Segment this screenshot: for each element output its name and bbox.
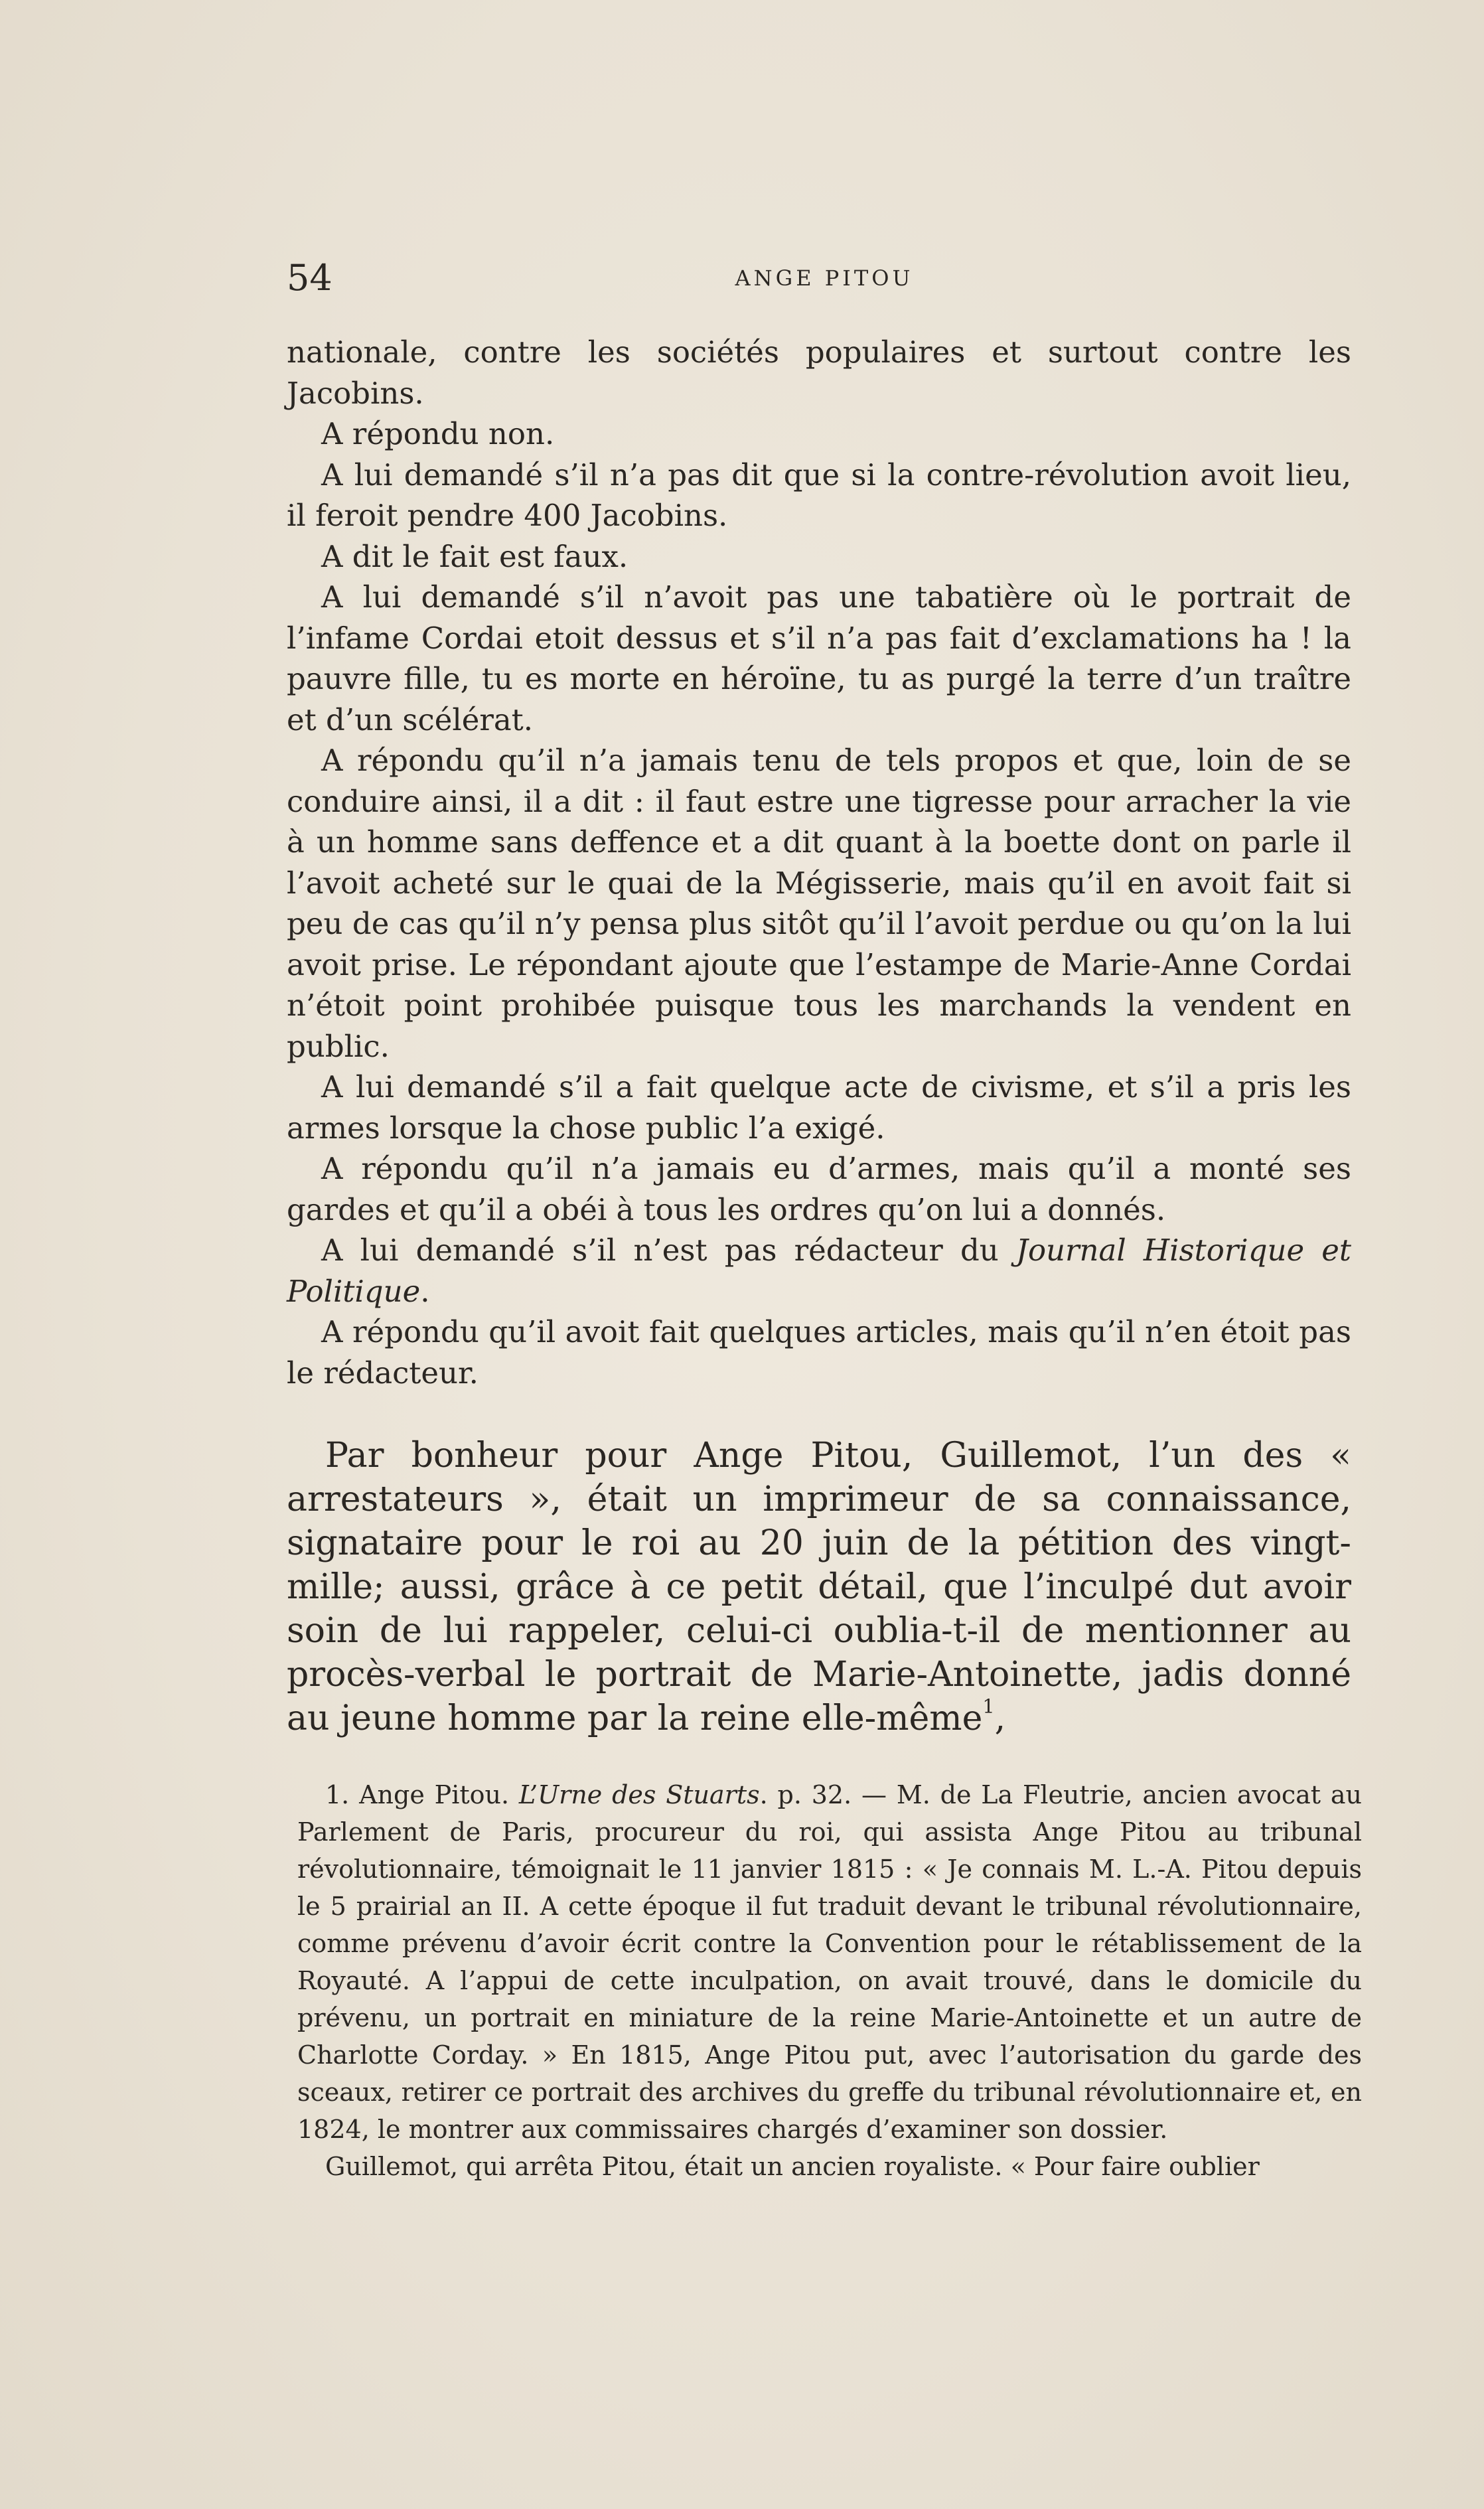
interrogation-transcript <box>287 332 1351 1393</box>
page-header <box>287 255 1365 308</box>
punctuation: , <box>994 1699 1006 1738</box>
paragraph: A dit le fait est faux. <box>321 538 629 574</box>
footnote-ref: 1 <box>982 1695 995 1718</box>
footnote-text: . p. 32. — M. de La Fleutrie, ancien avocat au Parlement de Paris, procureur du roi, qui assista Ange Pitou au tribunal révolutionnaire, témoignait le 11 janvier 1815 : « Je connais M. L.-A. Pitou depuis le 5 prairial an II. A cette époque il fut traduit devant le tribunal révolutionnaire, comme prévenu d’avoir écrit contre la Convention pour le rétablissement de la Royauté. A l’appui de cette inculpation, on avait trouvé, dans le domicile du prévenu, un portrait en miniature de la reine Marie-Antoinette et un autre de Charlotte Corday. » En 1815, Ange Pitou put, avec l’autorisation du garde des sceaux, retirer ce portrait des archives du greffe du tribunal révolutionnaire et, en 1824, le montrer aux commissaires chargés d’examiner son dossier. <box>297 1780 1362 2144</box>
punctuation: . <box>420 1273 430 1309</box>
footnote-number: 1. <box>325 1780 360 1809</box>
journal-title: Journal Historique et Politique <box>287 1233 1351 1309</box>
footnotes <box>297 1776 1362 2185</box>
paragraph: A répondu qu’il n’a jamais eu d’armes, mais qu’il a monté ses gardes et qu’il a obéi à tous les ordres qu’on lui a donnés. <box>287 1151 1351 1227</box>
paragraph: A lui demandé s’il n’avoit pas une tabatière où le portrait de l’infame Cordai etoit dessus et s’il n’a pas fait d’exclamations ha ! la pauvre fille, tu es morte en héroïne, tu as purgé la terre d’un traître et d’un scélérat. <box>287 579 1351 737</box>
paragraph: nationale, contre les sociétés populaires et surtout contre les Jacobins. <box>287 335 1351 411</box>
footnote-1 <box>297 1776 1362 2148</box>
paragraph: A répondu non. <box>321 416 555 451</box>
footnote-continuation: Guillemot, qui arrêta Pitou, était un ancien royaliste. « Pour faire oublier <box>325 2152 1260 2181</box>
narrative-paragraph <box>287 1434 1351 1740</box>
paragraph: A répondu qu’il avoit fait quelques articles, mais qu’il n’en étoit pas le rédacteur. <box>287 1314 1351 1391</box>
paragraph: A lui demandé s’il n’a pas dit que si la contre-révolution avoit lieu, il feroit pendre 400 Jacobins. <box>287 457 1351 533</box>
footnote-author: Ange Pitou. <box>359 1780 519 1809</box>
page-number: 54 <box>287 257 333 299</box>
footnote-title: L’Urne des Stuarts <box>518 1780 760 1809</box>
paragraph: A répondu qu’il n’a jamais tenu de tels propos et que, loin de se conduire ainsi, il a dit : il faut estre une tigresse pour arracher la vie à un homme sans deffence et a dit quant à la boette dont on parle il l’avoit acheté sur le quai de la Mégisserie, mais qu’il en avoit fait si peu de cas qu’il n’y pensa plus sitôt qu’il l’avoit perdue ou qu’on la lui avoit prise. Le répondant ajoute que l’estampe de Marie-Anne Cordai n’étoit point prohibée puisque tous les marchands la vendent en public. <box>287 743 1351 1064</box>
question-text: A lui demandé s’il n’est pas rédacteur du <box>321 1233 1016 1268</box>
narrative-text: Par bonheur pour Ange Pitou, Guillemot, l’un des « arrestateurs », était un imprimeur de sa connaissance, signataire pour le roi au 20 juin de la pétition des vingt-mille; aussi, grâce à ce petit détail, que l’inculpé dut avoir soin de lui rappeler, celui-ci oublia-t-il de mentionner au procès-verbal le portrait de Marie-Antoinette, jadis donné au jeune homme par la reine elle-même <box>287 1436 1351 1738</box>
running-head: ANGE PITOU <box>735 266 914 291</box>
paragraph: A lui demandé s’il a fait quelque acte de civisme, et s’il a pris les armes lorsque la chose public l’a exigé. <box>287 1069 1351 1146</box>
paragraph <box>287 1230 1351 1312</box>
